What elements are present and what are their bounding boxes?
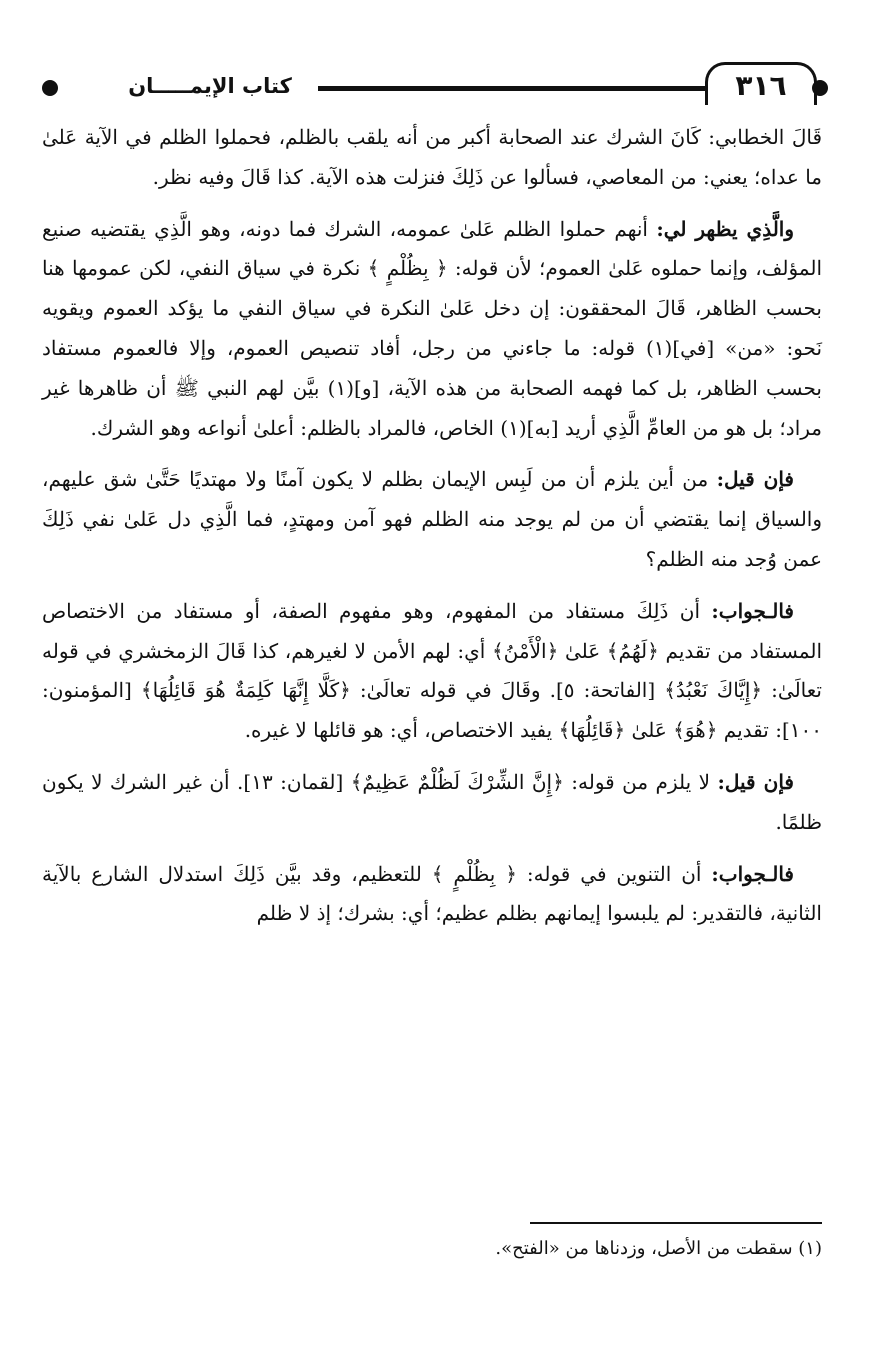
paragraph-text: قَالَ الخطابي: كَانَ الشرك عند الصحابة أكبر من أنه يلقب بالظلم، فحملوا الظلم في الآية عَلىٰ ما عداه؛ يعني: من المعاصي، فسألوا عن ذَلِكَ فنزلت هذه الآية. كذا قَالَ وفيه نظر. (42, 125, 822, 189)
header-left-dot (42, 80, 58, 96)
paragraph-1 (42, 118, 822, 198)
paragraph-lead: فإن قيل: (716, 467, 794, 492)
body-text (42, 118, 822, 946)
paragraph-6 (42, 855, 822, 935)
page-number: ٣١٦ (705, 62, 817, 105)
paragraph-lead: والَّذِي يظهر لي: (656, 216, 795, 241)
paragraph-lead: فالـجواب: (711, 598, 794, 623)
paragraph-text: أنهم حملوا الظلم عَلىٰ عمومه، الشرك فما دونه، وهو الَّذِي يقتضيه صنيع المؤلف، وإنما حملوه عَلىٰ العموم؛ لأن قوله: ﴿ بِظُلْمٍ ﴾ نكرة في سياق النفي، لكن عمومها هنا بحسب الظاهر، قَالَ المحققون: إن دخل عَلىٰ النكرة في سياق النفي ما يؤكد العموم ويقويه نَحو: «من» [في](١) قوله: ما جاءني من رجل، أفاد تنصيص العموم، وإلا فالعموم مستفاد بحسب الظاهر، بل كما فهمه الصحابة من هذه الآية، [و](١) بيَّن لهم النبي ﷺ أن ظاهرها غير مراد؛ بل هو من العامِّ الَّذِي أريد [به](١) الخاص، فالمراد بالظلم: أعلىٰ أنواعه وهو الشرك. (42, 216, 823, 440)
paragraph-5 (42, 763, 822, 843)
paragraph-lead: فالـجواب: (711, 861, 794, 886)
paragraph-text: أن التنوين في قوله: ﴿ بِظُلْمٍ ﴾ للتعظيم، وقد بيَّن ذَلِكَ استدلال الشارع بالآية الثانية، فالتقدير: لم يلبسوا إيمانهم بظلم عظيم؛ أي: بشرك؛ إذ لا ظلم (42, 861, 822, 926)
paragraph-text: أن ذَلِكَ مستفاد من المفهوم، وهو مفهوم الصفة، أو مستفاد من الاختصاص المستفاد من تقديم ﴿لَهُمُ﴾ عَلىٰ ﴿الْأَمْنُ﴾ أي: لهم الأمن لا لغيرهم، كذا قَالَ الزمخشري في قوله تعالَىٰ: ﴿إِيَّاكَ نَعْبُدُ﴾ [الفاتحة: ٥]. وقَالَ في قوله تعالَىٰ: ﴿كَلَّا إِنَّهَا كَلِمَةٌ هُوَ قَائِلُهَا﴾ [المؤمنون: ١٠٠]: تقديم ﴿هُوَ﴾ عَلىٰ ﴿قَائِلُهَا﴾ يفيد الاختصاص، أي: هو قائلها لا غيره. (42, 598, 822, 743)
header-rule (318, 86, 706, 91)
header-right-dot (812, 80, 828, 96)
page-header (30, 58, 830, 108)
footnote-divider (530, 1222, 822, 1224)
paragraph-text: من أين يلزم أن من لَبِس الإيمان بظلم لا يكون آمنًا ولا مهتديًا حَتَّىٰ شق عليهم، والسياق إنما يقتضي أن من لم يوجد منه الظلم فهو آمن ومهتدٍ، فما الَّذِي دل عَلىٰ نفي ذَلِكَ عمن وُجد منه الظلم؟ (42, 467, 822, 571)
paragraph-4 (42, 592, 822, 751)
footnote: (١) سقطت من الأصل، وزدناها من «الفتح». (495, 1238, 822, 1259)
paragraph-lead: فإن قيل: (717, 769, 794, 794)
paragraph-text: لا يلزم من قوله: ﴿إِنَّ الشِّرْكَ لَظُلْمٌ عَظِيمٌ﴾ [لقمان: ١٣]. أن غير الشرك لا يكون ظلمًا. (42, 769, 822, 834)
paragraph-3 (42, 460, 822, 579)
paragraph-2 (42, 210, 822, 449)
book-title: كتاب الإيمـــــان (128, 74, 292, 98)
